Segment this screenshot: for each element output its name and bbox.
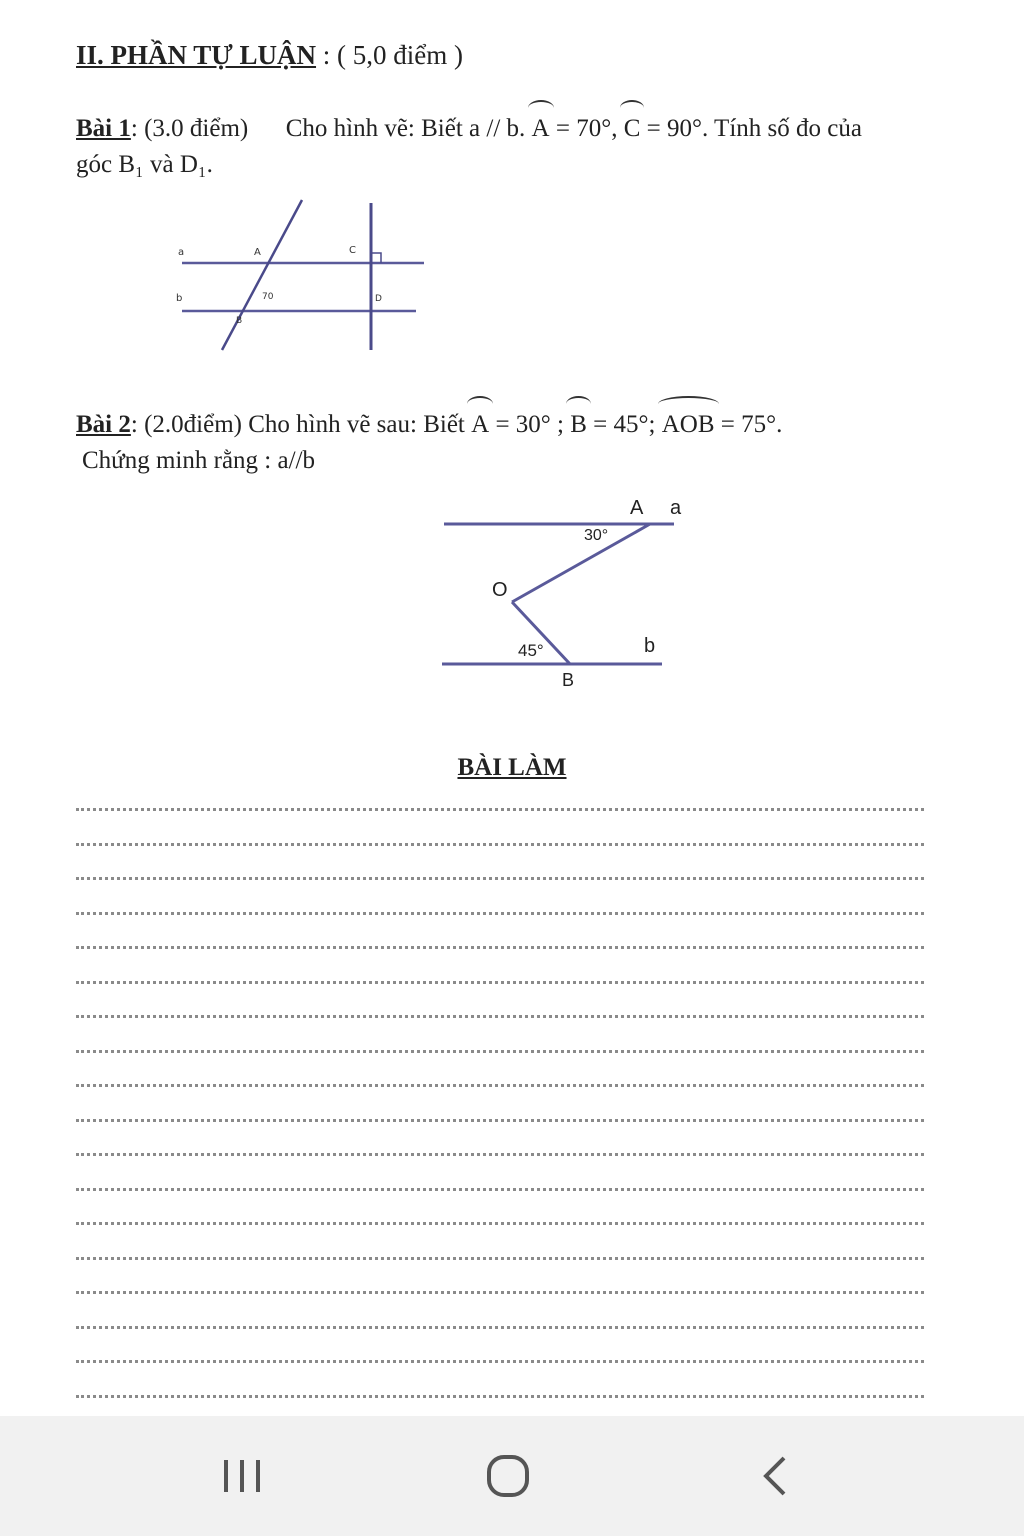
section-points: : ( 5,0 điểm ) [316,40,464,70]
answer-line [76,1326,924,1329]
problem-1-figure [170,195,440,360]
recent-apps-icon [202,1446,282,1506]
angle-b2-value: = 45°; [586,411,662,438]
angle-b2-symbol: B [570,408,587,442]
label-line-b: b [644,635,656,657]
transversal-line [222,200,302,350]
problem-1-question: góc B₁ và D₁. [76,151,213,178]
answer-line [76,1395,924,1398]
answer-line [76,1084,924,1087]
answer-line [76,1257,924,1260]
problem-2-points: : (2.0điểm) [130,411,242,438]
label-angle-70: 70 [262,292,274,302]
home-button[interactable] [468,1446,548,1506]
angle-c-value: = 90°. Tính số đo của [640,115,862,142]
answer-line [76,877,924,880]
problem-1-text [76,112,862,146]
answer-line [76,946,924,949]
problem-1-label: Bài 1 [76,115,131,142]
back-button[interactable] [736,1446,816,1506]
work-title: BÀI LÀM [457,754,567,781]
answer-line [76,843,924,846]
label-angle-30: 30° [584,527,609,544]
angle-a2-value: = 30° ; [489,411,571,438]
answer-line [76,981,924,984]
segment-ao [512,524,650,602]
recent-apps-button[interactable] [202,1446,282,1506]
home-icon [468,1446,548,1506]
angle-aob-symbol: AOB [662,408,715,442]
problem-1-given: Cho hình vẽ: Biết a // b. [285,115,532,142]
answer-line [76,1119,924,1122]
angle-c-symbol: C [624,112,641,146]
answer-line [76,912,924,915]
label-line-a: a [178,247,185,258]
answer-line [76,1153,924,1156]
section-title [76,40,463,71]
answer-line [76,1360,924,1363]
answer-line [76,1050,924,1053]
angle-a-value: = 70°, [549,115,624,142]
problem-2-text [76,408,782,442]
answer-line [76,808,924,811]
label-point-d: D [375,294,382,304]
label-angle-45: 45° [518,641,544,660]
label-line-b: b [176,293,183,304]
answer-line [76,1222,924,1225]
label-point-b: B [562,670,575,690]
problem-2-figure [430,488,700,698]
problem-1-points: : (3.0 điểm) [130,115,249,142]
problem-2-given: Cho hình vẽ sau: Biết [248,411,472,438]
label-line-a: a [670,497,682,519]
angle-a2-symbol: A [471,408,489,442]
label-point-a: A [254,247,261,258]
section-heading: II. PHẦN TỰ LUẬN [76,40,317,70]
answer-line [76,1015,924,1018]
back-icon [736,1446,816,1506]
angle-aob-value: = 75°. [714,411,783,438]
label-point-c: C [349,245,356,256]
angle-a-symbol: A [532,112,550,146]
answer-line [76,1188,924,1191]
label-point-o: O [492,579,508,601]
system-nav-bar [0,1416,1024,1536]
label-point-a: A [630,497,644,519]
problem-2-question: Chứng minh rằng : a//b [82,447,315,474]
problem-2-label: Bài 2 [76,411,131,438]
label-point-b: B [236,316,243,326]
answer-line [76,1291,924,1294]
